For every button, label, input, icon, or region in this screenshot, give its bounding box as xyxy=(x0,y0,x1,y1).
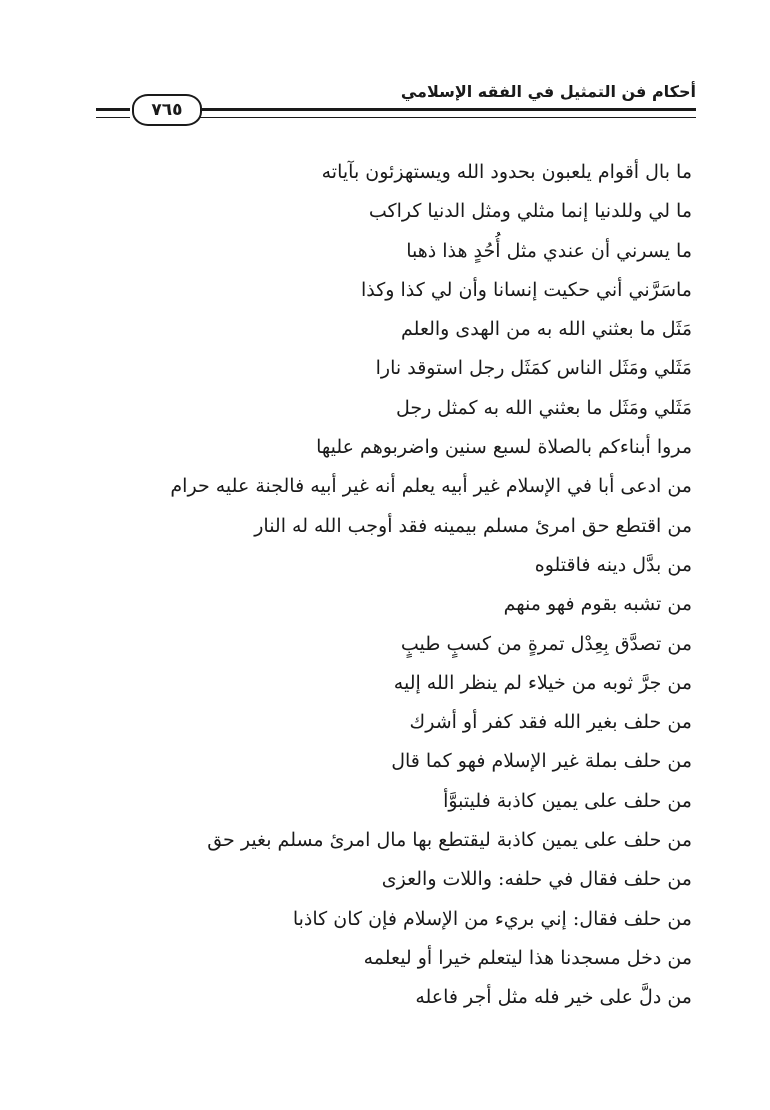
running-header xyxy=(96,80,696,124)
hadith-index-list xyxy=(92,153,692,1018)
header-rule xyxy=(200,108,696,118)
index-entry: من حلف بغير الله فقد كفر أو أشرك xyxy=(409,711,692,734)
index-entry: من اقتطع حق امرئ مسلم بيمينه فقد أوجب الله له النار xyxy=(254,514,692,537)
index-entry: مَثَل ما بعثني الله به من الهدى والعلم xyxy=(401,318,692,341)
index-entry: ما يسرني أن عندي مثل أُحُدٍ هذا ذهبا xyxy=(406,239,692,262)
index-entry: ماسَرَّني أني حكيت إنسانا وأن لي كذا وكذا xyxy=(361,278,692,301)
index-entry: ما بال أقوام يلعبون بحدود الله ويستهزئون بآياته xyxy=(321,161,692,183)
index-entry: من بدَّل دينه فاقتلوه xyxy=(534,553,692,576)
index-entry: ما لي وللدنيا إنما مثلي ومثل الدنيا كراكب xyxy=(368,200,692,223)
index-entry: من حلف على يمين كاذبة فليتبوَّأ xyxy=(443,789,692,812)
index-entry: من جرَّ ثوبه من خيلاء لم ينظر الله إليه xyxy=(393,671,692,694)
header-rule-left xyxy=(96,108,130,118)
page-number: ٧٦٥ xyxy=(132,94,202,126)
index-entry: من حلف فقال: إني بريء من الإسلام فإن كان كاذبا xyxy=(292,907,692,930)
index-entry: من حلف على يمين كاذبة ليقتطع بها مال امرئ مسلم بغير حق xyxy=(207,829,692,852)
index-entry: من حلف فقال في حلفه: واللات والعزى xyxy=(381,868,692,891)
index-entry: من تصدَّق بِعِدْل تمرةٍ من كسبٍ طيبٍ xyxy=(400,632,692,655)
index-entry: من حلف بملة غير الإسلام فهو كما قال xyxy=(391,750,692,773)
index-entry: من دلَّ على خير فله مثل أجر فاعله xyxy=(415,986,692,1009)
index-entry: من تشبه بقوم فهو منهم xyxy=(503,593,692,616)
index-entry: من دخل مسجدنا هذا ليتعلم خيرا أو ليعلمه xyxy=(363,946,692,969)
index-entry: من ادعى أبا في الإسلام غير أبيه يعلم أنه غير أبيه فالجنة عليه حرام xyxy=(170,475,692,498)
index-entry: مَثَلي ومَثَل ما بعثني الله به كمثل رجل xyxy=(396,396,692,419)
running-title: أحكام فن التمثيل في الفقه الإسلامي xyxy=(400,82,696,101)
index-entry: مروا أبناءكم بالصلاة لسبع سنين واضربوهم عليها xyxy=(316,436,692,459)
index-entry: مَثَلي ومَثَل الناس كمَثَل رجل استوقد نارا xyxy=(375,357,692,380)
